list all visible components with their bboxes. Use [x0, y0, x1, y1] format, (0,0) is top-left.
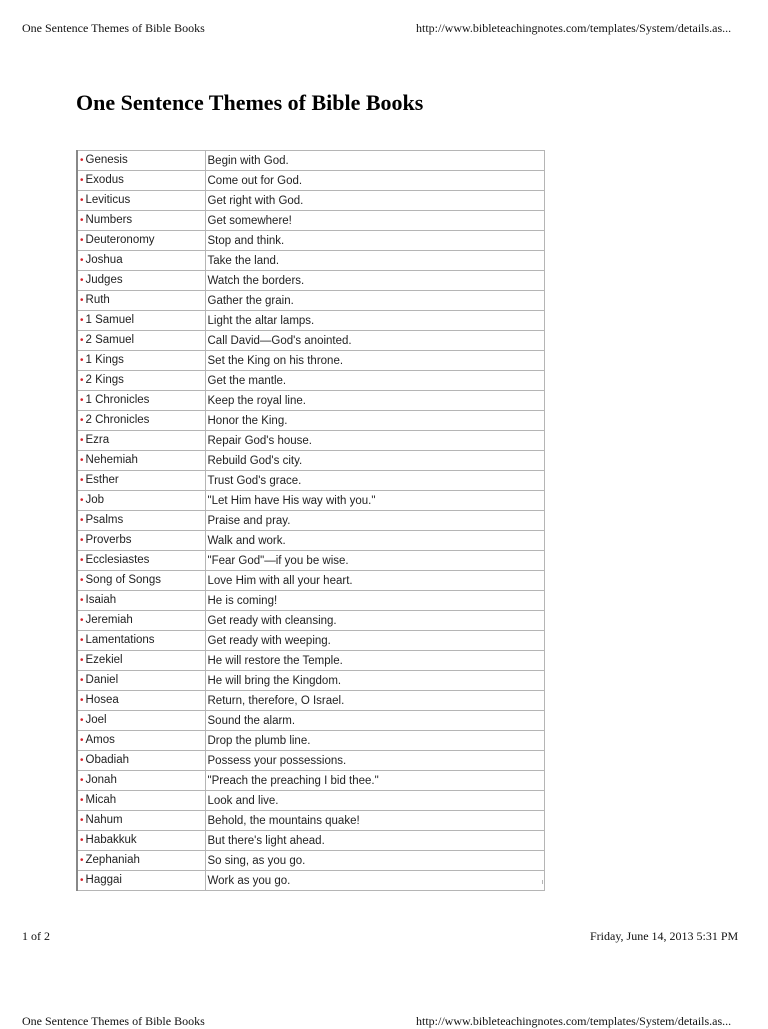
book-name: Deuteronomy [85, 234, 155, 246]
print-header-url: http://www.bibleteachingnotes.com/templates/System/details.as... [416, 21, 732, 35]
table-row [77, 471, 544, 491]
table-row [77, 431, 544, 451]
book-cell [77, 271, 205, 291]
bullet-icon: • [80, 515, 84, 526]
bullet-icon: • [80, 555, 84, 566]
book-name: 2 Kings [85, 374, 124, 386]
book-cell [77, 511, 205, 531]
table-row [77, 571, 544, 591]
table-row [77, 751, 544, 771]
book-name: Ezekiel [85, 654, 123, 666]
book-cell [77, 331, 205, 351]
bullet-icon: • [80, 495, 84, 506]
theme-cell: Get somewhere! [205, 211, 544, 231]
table-row [77, 491, 544, 511]
theme-cell: Come out for God. [205, 171, 544, 191]
theme-cell: He will restore the Temple. [205, 651, 544, 671]
book-name: Ezra [85, 434, 110, 446]
table-row [77, 391, 544, 411]
table-row [77, 511, 544, 531]
book-name: Genesis [85, 154, 128, 166]
bullet-icon: • [80, 475, 84, 486]
print-date: Friday, June 14, 2013 5:31 PM [590, 929, 739, 943]
bullet-icon: • [80, 215, 84, 226]
book-name: Ecclesiastes [85, 554, 150, 566]
table-row [77, 711, 544, 731]
book-name: Esther [85, 474, 119, 486]
bullet-icon: • [80, 615, 84, 626]
book-name: 1 Kings [85, 354, 124, 366]
themes-table [76, 150, 545, 891]
print-header-title: One Sentence Themes of Bible Books [22, 21, 205, 35]
book-cell [77, 531, 205, 551]
theme-cell: Look and live. [205, 791, 544, 811]
book-name: Job [85, 494, 105, 506]
table-row [77, 551, 544, 571]
book-name: Habakkuk [85, 834, 137, 846]
table-row [77, 831, 544, 851]
book-cell [77, 251, 205, 271]
table-row [77, 771, 544, 791]
themes-table-body [77, 151, 544, 891]
book-name: Micah [85, 794, 117, 806]
book-name: Nahum [85, 814, 123, 826]
book-cell [77, 631, 205, 651]
book-name: Song of Songs [85, 574, 161, 586]
book-name: Obadiah [85, 754, 129, 766]
table-row [77, 311, 544, 331]
book-cell [77, 191, 205, 211]
table-row [77, 271, 544, 291]
theme-cell: Love Him with all your heart. [205, 571, 544, 591]
book-name: 2 Samuel [85, 334, 135, 346]
table-row [77, 211, 544, 231]
bullet-icon: • [80, 355, 84, 366]
table-row [77, 171, 544, 191]
theme-cell: Call David—God's anointed. [205, 331, 544, 351]
bullet-icon: • [80, 595, 84, 606]
table-row [77, 531, 544, 551]
theme-cell: Drop the plumb line. [205, 731, 544, 751]
theme-cell: "Preach the preaching I bid thee." [205, 771, 544, 791]
theme-cell: Repair God's house. [205, 431, 544, 451]
table-row [77, 151, 544, 171]
table-row [77, 451, 544, 471]
bullet-icon: • [80, 535, 84, 546]
theme-cell: Get right with God. [205, 191, 544, 211]
book-cell [77, 231, 205, 251]
book-cell [77, 651, 205, 671]
table-row [77, 191, 544, 211]
bullet-icon: • [80, 315, 84, 326]
table-row [77, 231, 544, 251]
bullet-icon: • [80, 735, 84, 746]
page-number: 1 of 2 [22, 929, 50, 943]
theme-cell: Return, therefore, O Israel. [205, 691, 544, 711]
book-name: Nehemiah [85, 454, 138, 466]
table-row [77, 691, 544, 711]
theme-cell: So sing, as you go. [205, 851, 544, 871]
book-cell [77, 611, 205, 631]
book-name: Hosea [85, 694, 119, 706]
bullet-icon: • [80, 655, 84, 666]
next-page-header-url: http://www.bibleteachingnotes.com/templates/System/details.as... [416, 1014, 732, 1028]
table-row [77, 811, 544, 831]
book-cell [77, 431, 205, 451]
book-cell [77, 451, 205, 471]
bullet-icon: • [80, 275, 84, 286]
book-name: Numbers [85, 214, 133, 226]
bullet-icon: • [80, 335, 84, 346]
book-cell [77, 171, 205, 191]
theme-cell: Work as you go. [205, 871, 544, 891]
book-cell [77, 591, 205, 611]
book-name: Lamentations [85, 634, 155, 646]
theme-cell: Watch the borders. [205, 271, 544, 291]
book-name: Jeremiah [85, 614, 133, 626]
book-cell [77, 571, 205, 591]
table-row [77, 291, 544, 311]
bullet-icon: • [80, 175, 84, 186]
book-name: Proverbs [85, 534, 132, 546]
table-row [77, 631, 544, 651]
bullet-icon: • [80, 235, 84, 246]
table-row [77, 851, 544, 871]
book-cell [77, 151, 205, 171]
book-name: 2 Chronicles [85, 414, 150, 426]
theme-cell: Light the altar lamps. [205, 311, 544, 331]
table-row [77, 671, 544, 691]
bullet-icon: • [80, 155, 84, 166]
theme-cell: Take the land. [205, 251, 544, 271]
table-row [77, 791, 544, 811]
bullet-icon: • [80, 435, 84, 446]
book-cell [77, 391, 205, 411]
table-continuation [76, 880, 543, 884]
theme-cell: Trust God's grace. [205, 471, 544, 491]
book-name: Ruth [85, 294, 110, 306]
book-cell [77, 411, 205, 431]
bullet-icon: • [80, 755, 84, 766]
book-cell [77, 551, 205, 571]
next-page-header-title: One Sentence Themes of Bible Books [22, 1014, 205, 1028]
table-row [77, 251, 544, 271]
theme-cell: But there's light ahead. [205, 831, 544, 851]
table-row [77, 351, 544, 371]
table-row [77, 371, 544, 391]
table-row [77, 651, 544, 671]
book-name: 1 Samuel [85, 314, 135, 326]
book-cell [77, 831, 205, 851]
bullet-icon: • [80, 255, 84, 266]
theme-cell: Rebuild God's city. [205, 451, 544, 471]
bullet-icon: • [80, 875, 84, 886]
theme-cell: He is coming! [205, 591, 544, 611]
book-name: Amos [85, 734, 115, 746]
bullet-icon: • [80, 855, 84, 866]
theme-cell: Keep the royal line. [205, 391, 544, 411]
bullet-icon: • [80, 575, 84, 586]
theme-cell: Behold, the mountains quake! [205, 811, 544, 831]
book-cell [77, 671, 205, 691]
table-row [77, 611, 544, 631]
book-name: Leviticus [85, 194, 131, 206]
bullet-icon: • [80, 295, 84, 306]
table-row [77, 411, 544, 431]
book-cell [77, 491, 205, 511]
theme-cell: Possess your possessions. [205, 751, 544, 771]
book-name: Isaiah [85, 594, 117, 606]
bullet-icon: • [80, 835, 84, 846]
book-cell [77, 771, 205, 791]
table-row [77, 731, 544, 751]
bullet-icon: • [80, 715, 84, 726]
bullet-icon: • [80, 635, 84, 646]
page-title: One Sentence Themes of Bible Books [76, 90, 424, 115]
theme-cell: Get ready with weeping. [205, 631, 544, 651]
bullet-icon: • [80, 195, 84, 206]
bullet-icon: • [80, 775, 84, 786]
bullet-icon: • [80, 675, 84, 686]
book-cell [77, 311, 205, 331]
theme-cell: Walk and work. [205, 531, 544, 551]
bullet-icon: • [80, 795, 84, 806]
book-name: Zephaniah [85, 854, 140, 866]
theme-cell: Get the mantle. [205, 371, 544, 391]
theme-cell: Honor the King. [205, 411, 544, 431]
book-name: Joshua [85, 254, 123, 266]
book-cell [77, 711, 205, 731]
theme-cell: Gather the grain. [205, 291, 544, 311]
book-name: Daniel [85, 674, 119, 686]
table-row [77, 331, 544, 351]
theme-cell: "Fear God"—if you be wise. [205, 551, 544, 571]
bullet-icon: • [80, 395, 84, 406]
table-row [77, 591, 544, 611]
book-name: 1 Chronicles [85, 394, 150, 406]
book-cell [77, 211, 205, 231]
bullet-icon: • [80, 375, 84, 386]
book-cell [77, 811, 205, 831]
bullet-icon: • [80, 815, 84, 826]
book-name: Judges [85, 274, 123, 286]
book-name: Haggai [85, 874, 122, 886]
book-cell [77, 471, 205, 491]
book-name: Psalms [85, 514, 124, 526]
bullet-icon: • [80, 695, 84, 706]
book-cell [77, 291, 205, 311]
theme-cell: Sound the alarm. [205, 711, 544, 731]
book-cell [77, 371, 205, 391]
book-cell [77, 791, 205, 811]
book-name: Jonah [85, 774, 117, 786]
book-cell [77, 351, 205, 371]
book-cell [77, 691, 205, 711]
book-cell [77, 851, 205, 871]
bullet-icon: • [80, 455, 84, 466]
theme-cell: Praise and pray. [205, 511, 544, 531]
theme-cell: Get ready with cleansing. [205, 611, 544, 631]
book-cell [77, 731, 205, 751]
theme-cell: Stop and think. [205, 231, 544, 251]
theme-cell: Set the King on his throne. [205, 351, 544, 371]
theme-cell: Begin with God. [205, 151, 544, 171]
book-name: Joel [85, 714, 107, 726]
theme-cell: He will bring the Kingdom. [205, 671, 544, 691]
book-name: Exodus [85, 174, 124, 186]
bullet-icon: • [80, 415, 84, 426]
book-cell [77, 751, 205, 771]
theme-cell: "Let Him have His way with you." [205, 491, 544, 511]
